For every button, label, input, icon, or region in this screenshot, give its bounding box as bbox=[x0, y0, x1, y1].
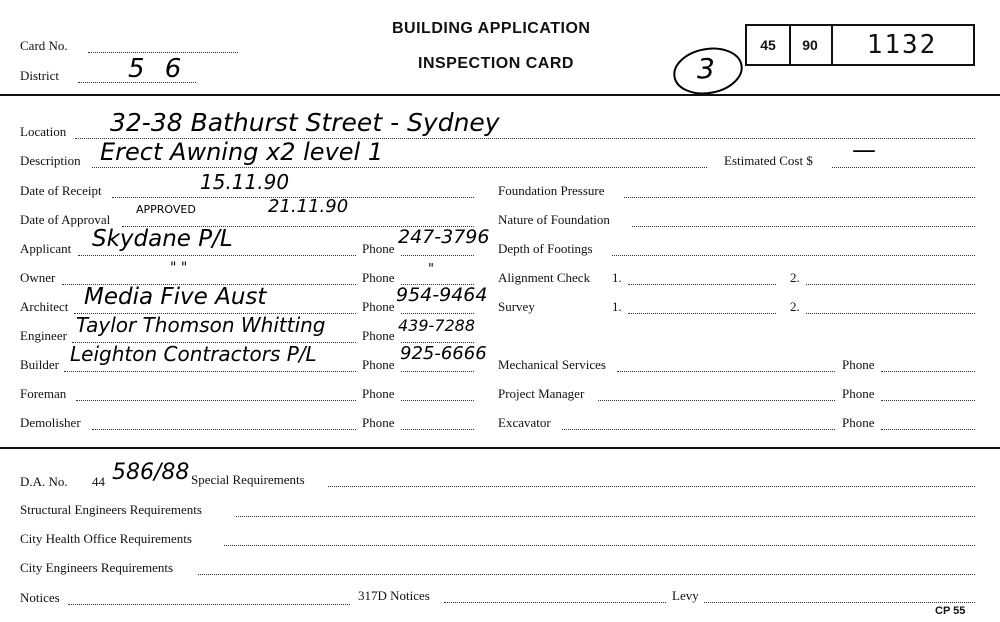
survey-line-1[interactable] bbox=[628, 313, 776, 314]
foreman-phone-line[interactable] bbox=[401, 400, 474, 401]
city-engineers-requirements-line[interactable] bbox=[198, 574, 975, 575]
demolisher-label: Demolisher bbox=[20, 415, 81, 430]
date-of-approval-label: Date of Approval bbox=[20, 212, 111, 227]
depth-of-footings-label: Depth of Footings bbox=[498, 241, 593, 256]
excavator-phone-line[interactable] bbox=[881, 429, 975, 430]
card-no-label: Card No. bbox=[20, 38, 68, 53]
engineer-value: Taylor Thomson Whitting bbox=[76, 313, 326, 337]
location-value: 32-38 Bathurst Street - Sydney bbox=[110, 108, 500, 137]
header-divider bbox=[0, 94, 1000, 96]
excavator-label: Excavator bbox=[498, 415, 551, 430]
code-cell-3: 1132 bbox=[866, 30, 938, 60]
excavator-line[interactable] bbox=[562, 429, 835, 430]
notices-label: Notices bbox=[20, 590, 60, 605]
da-no-value: 586/88 bbox=[112, 460, 190, 485]
code-cell-2: 90 bbox=[789, 26, 833, 64]
structural-requirements-label: Structural Engineers Requirements bbox=[20, 502, 202, 517]
project-manager-line[interactable] bbox=[598, 400, 835, 401]
applicant-phone-line[interactable] bbox=[401, 255, 474, 256]
notices-317d-label: 317D Notices bbox=[358, 588, 430, 603]
approved-stamp: APPROVED bbox=[136, 203, 196, 216]
mechanical-services-phone-label: Phone bbox=[842, 357, 875, 372]
applicant-label: Applicant bbox=[20, 241, 72, 256]
project-manager-label: Project Manager bbox=[498, 386, 585, 401]
date-of-receipt-value: 15.11.90 bbox=[200, 170, 290, 194]
form-code: CP 55 bbox=[935, 605, 966, 617]
architect-phone-line[interactable] bbox=[401, 313, 474, 314]
notices-317d-line[interactable] bbox=[444, 602, 666, 603]
notices-line[interactable] bbox=[68, 604, 350, 605]
architect-value: Media Five Aust bbox=[84, 284, 267, 310]
survey-num1: 1. bbox=[612, 299, 622, 314]
foundation-pressure-line[interactable] bbox=[624, 197, 975, 198]
engineer-label: Engineer bbox=[20, 328, 67, 343]
date-of-receipt-label: Date of Receipt bbox=[20, 183, 102, 198]
builder-phone-label: Phone bbox=[362, 357, 395, 372]
excavator-phone-label: Phone bbox=[842, 415, 875, 430]
demolisher-phone-label: Phone bbox=[362, 415, 395, 430]
da-no-label: D.A. No. bbox=[20, 474, 68, 489]
alignment-check-num1: 1. bbox=[612, 270, 622, 285]
district-label: District bbox=[20, 68, 59, 83]
alignment-check-num2: 2. bbox=[790, 270, 800, 285]
location-label: Location bbox=[20, 124, 67, 139]
code-cell-1: 45 bbox=[747, 26, 791, 64]
demolisher-line[interactable] bbox=[92, 429, 356, 430]
applicant-value: Skydane P/L bbox=[92, 226, 233, 252]
architect-phone-label: Phone bbox=[362, 299, 395, 314]
owner-phone: " bbox=[428, 262, 434, 277]
form-title-line1: BUILDING APPLICATION bbox=[392, 20, 591, 37]
health-requirements-label: City Health Office Requirements bbox=[20, 531, 192, 546]
engineer-phone: 439-7288 bbox=[398, 316, 476, 335]
levy-label: Levy bbox=[672, 588, 699, 603]
survey-label: Survey bbox=[498, 299, 535, 314]
builder-phone: 925-6666 bbox=[400, 343, 487, 364]
applicant-line[interactable] bbox=[78, 255, 356, 256]
card-no-line[interactable] bbox=[88, 52, 238, 53]
applicant-phone-label: Phone bbox=[362, 241, 395, 256]
nature-of-foundation-label: Nature of Foundation bbox=[498, 212, 610, 227]
structural-requirements-line[interactable] bbox=[236, 516, 975, 517]
project-manager-phone-label: Phone bbox=[842, 386, 875, 401]
lower-divider bbox=[0, 447, 1000, 449]
builder-phone-line[interactable] bbox=[401, 371, 474, 372]
foundation-pressure-label: Foundation Pressure bbox=[498, 183, 605, 198]
alignment-check-label: Alignment Check bbox=[498, 270, 591, 285]
special-requirements-label: Special Requirements bbox=[191, 472, 305, 487]
description-value: Erect Awning x2 level 1 bbox=[100, 138, 384, 166]
engineer-phone-label: Phone bbox=[362, 328, 395, 343]
applicant-phone: 247-3796 bbox=[398, 226, 490, 248]
project-manager-phone-line[interactable] bbox=[881, 400, 975, 401]
owner-label: Owner bbox=[20, 270, 56, 285]
builder-label: Builder bbox=[20, 357, 59, 372]
foreman-label: Foreman bbox=[20, 386, 67, 401]
health-requirements-line[interactable] bbox=[224, 545, 975, 546]
owner-phone-label: Phone bbox=[362, 270, 395, 285]
mechanical-services-label: Mechanical Services bbox=[498, 357, 606, 372]
estimated-cost-value: — bbox=[852, 136, 876, 164]
description-label: Description bbox=[20, 153, 81, 168]
special-requirements-line[interactable] bbox=[328, 486, 975, 487]
owner-value: " " bbox=[170, 260, 188, 276]
builder-value: Leighton Contractors P/L bbox=[70, 342, 317, 366]
alignment-check-line-1[interactable] bbox=[628, 284, 776, 285]
city-engineers-requirements-label: City Engineers Requirements bbox=[20, 560, 174, 575]
form-title-line2: INSPECTION CARD bbox=[418, 55, 574, 72]
district-value: 5 6 bbox=[128, 54, 188, 84]
nature-of-foundation-line[interactable] bbox=[632, 226, 975, 227]
architect-label: Architect bbox=[20, 299, 69, 314]
foreman-line[interactable] bbox=[76, 400, 356, 401]
mechanical-services-phone-line[interactable] bbox=[881, 371, 975, 372]
mechanical-services-line[interactable] bbox=[617, 371, 835, 372]
alignment-check-line-2[interactable] bbox=[806, 284, 975, 285]
depth-of-footings-line[interactable] bbox=[612, 255, 975, 256]
circled-number: 3 bbox=[697, 52, 715, 85]
survey-line-2[interactable] bbox=[806, 313, 975, 314]
demolisher-phone-line[interactable] bbox=[401, 429, 474, 430]
estimated-cost-label: Estimated Cost $ bbox=[724, 153, 813, 168]
architect-phone: 954-9464 bbox=[396, 284, 488, 306]
da-no-prefix: 44 bbox=[92, 474, 105, 489]
survey-num2: 2. bbox=[790, 299, 800, 314]
estimated-cost-line[interactable] bbox=[832, 167, 975, 168]
levy-line[interactable] bbox=[704, 602, 975, 603]
date-of-approval-value: 21.11.90 bbox=[268, 196, 349, 217]
foreman-phone-label: Phone bbox=[362, 386, 395, 401]
builder-line[interactable] bbox=[64, 371, 356, 372]
file-code-box bbox=[745, 24, 975, 66]
description-line[interactable] bbox=[92, 167, 707, 168]
